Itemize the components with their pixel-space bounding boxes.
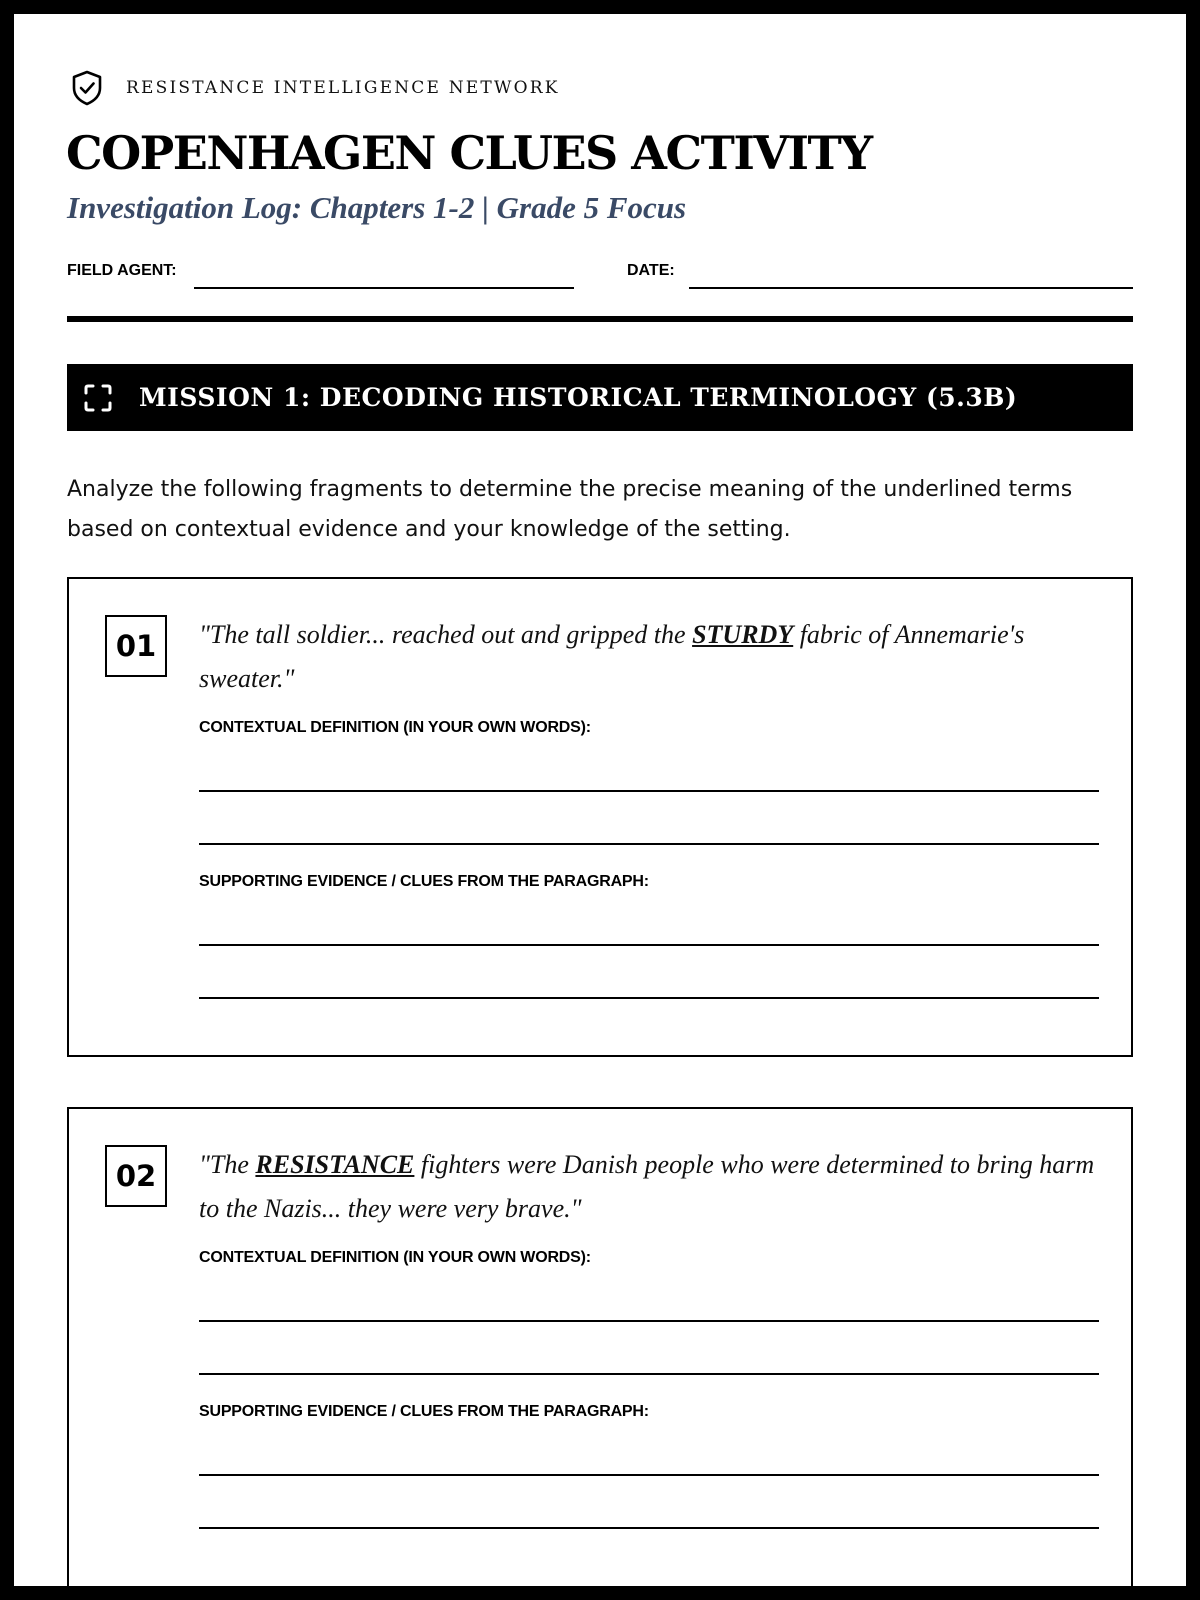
definition-answer-line[interactable]	[199, 1373, 1099, 1375]
field-agent-input[interactable]	[194, 287, 574, 289]
definition-prompt: CONTEXTUAL DEFINITION (IN YOUR OWN WORDS):	[199, 1249, 591, 1266]
definition-answer-line[interactable]	[199, 843, 1099, 845]
vocab-card-2	[67, 1107, 1133, 1586]
definition-answer-line[interactable]	[199, 790, 1099, 792]
evidence-answer-line[interactable]	[199, 997, 1099, 999]
quote-after: fabric of Annemarie's sweater."	[199, 620, 1025, 693]
page-title: COPENHAGEN CLUES ACTIVITY	[66, 126, 872, 180]
card-body	[199, 613, 1099, 999]
field-agent-label: FIELD AGENT:	[67, 262, 177, 279]
definition-answer-line[interactable]	[199, 1320, 1099, 1322]
definition-prompt: CONTEXTUAL DEFINITION (IN YOUR OWN WORDS):	[199, 719, 591, 736]
org-name: RESISTANCE INTELLIGENCE NETWORK	[126, 78, 560, 98]
scan-frame-icon	[82, 382, 114, 414]
key-term: STURDY	[692, 620, 794, 649]
shield-check-icon	[70, 69, 104, 107]
vocab-card-1	[67, 577, 1133, 1057]
mission-instructions: Analyze the following fragments to determine the precise meaning of the underlined terms based on contextual evidence and your knowledge of the setting.	[67, 477, 1073, 542]
quote-text	[199, 613, 1099, 701]
page-subtitle: Investigation Log: Chapters 1-2 | Grade 5 Focus	[67, 190, 687, 225]
item-number: 01	[105, 615, 167, 677]
key-term: RESISTANCE	[255, 1150, 415, 1179]
evidence-answer-line[interactable]	[199, 1474, 1099, 1476]
evidence-prompt: SUPPORTING EVIDENCE / CLUES FROM THE PARAGRAPH:	[199, 1403, 649, 1420]
quote-after: fighters were Danish people who were determined to bring harm to the Nazis... they were very brave."	[199, 1150, 1095, 1223]
date-input[interactable]	[689, 287, 1133, 289]
quote-text	[199, 1143, 1099, 1231]
evidence-prompt: SUPPORTING EVIDENCE / CLUES FROM THE PARAGRAPH:	[199, 873, 649, 890]
evidence-answer-line[interactable]	[199, 944, 1099, 946]
quote-before: "The	[199, 1150, 256, 1179]
header-divider	[67, 316, 1133, 322]
quote-before: "The tall soldier... reached out and gripped the	[199, 620, 693, 649]
mission-title: MISSION 1: DECODING HISTORICAL TERMINOLOGY (5.3B)	[139, 383, 1018, 412]
item-number: 02	[105, 1145, 167, 1207]
evidence-answer-line[interactable]	[199, 1527, 1099, 1529]
mission-header	[67, 364, 1133, 431]
card-body	[199, 1143, 1099, 1529]
date-label: DATE:	[627, 262, 675, 279]
worksheet-page	[14, 14, 1186, 1586]
org-header	[70, 68, 560, 108]
